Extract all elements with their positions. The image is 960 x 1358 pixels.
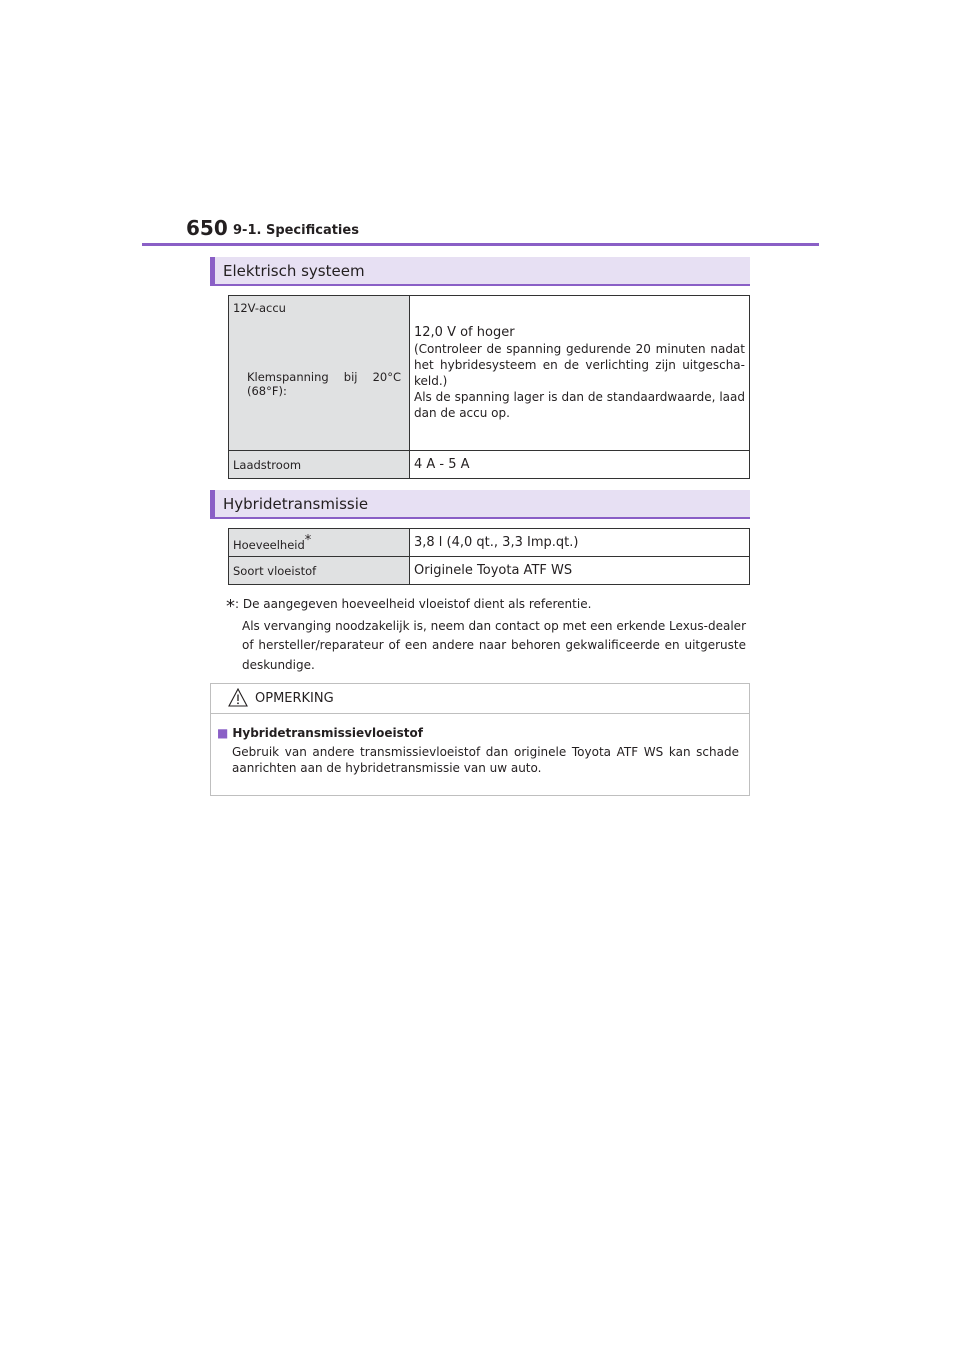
section-heading-transmission <box>210 490 750 519</box>
footnote-star: * <box>226 596 235 617</box>
spec-value-line: Als de spanning lager is dan de standaardwaarde, laad dan de accu op. <box>414 390 745 420</box>
spec-value-line: (Controleer de spanning gedurende 20 minuten nadat het hybridesysteem en de verlichting zijn uitgescha-keld.) <box>414 342 745 388</box>
spec-value-cell: 3,8 l (4,0 qt., 3,3 Imp.qt.) <box>410 529 750 557</box>
spec-value-cell <box>410 296 750 451</box>
header-rule <box>142 243 819 246</box>
table-row <box>229 557 750 585</box>
warning-triangle-icon <box>228 688 248 707</box>
section-title: Hybridetransmissie <box>223 495 369 513</box>
caution-text: Gebruik van andere transmissievloeistof dan originele Toyota ATF WS kan schade aanrichten aan de hybridetransmissie van uw auto. <box>232 745 739 775</box>
table-row <box>229 451 750 479</box>
footnote <box>226 595 746 675</box>
spec-value-cell: 4 A - 5 A <box>410 451 750 479</box>
section-title: Elektrisch systeem <box>223 262 365 280</box>
caution-header <box>211 684 749 714</box>
caution-box <box>210 683 750 796</box>
spec-key-cell: Soort vloeistof <box>229 557 410 585</box>
spec-key-cell: Laadstroom <box>229 451 410 479</box>
caution-subtitle: Hybridetransmissievloeistof <box>232 726 423 740</box>
footnote-line: : De aangegeven hoeveelheid vloeistof dient als referentie. <box>235 597 592 611</box>
section-accent <box>210 257 215 284</box>
spec-value-line: 12,0 V of hoger <box>414 325 515 340</box>
spec-key-label: Hoeveelheid <box>233 537 305 552</box>
section-heading-electrical <box>210 257 750 286</box>
spec-key-sublabel: Klemspanning bij 20°C <box>247 370 401 384</box>
spec-key-label: 12V-accu <box>233 301 286 315</box>
transmission-spec-table <box>228 528 750 585</box>
spec-value-cell: Originele Toyota ATF WS <box>410 557 750 585</box>
chapter-title: 9-1. Specificaties <box>233 223 359 238</box>
footnote-line: Als vervanging noodzakelijk is, neem dan contact op met een erkende Lexus-dealer of hersteller/reparateur of een andere naar behoren gekwalificeerde en uitgeruste deskundige. <box>242 618 746 672</box>
caution-title: OPMERKING <box>255 691 334 706</box>
section-accent <box>210 490 215 517</box>
spec-key-cell <box>229 296 410 451</box>
spec-key-cell <box>229 529 410 557</box>
table-row <box>229 529 750 557</box>
electrical-spec-table <box>228 295 750 479</box>
caution-body <box>217 726 739 776</box>
table-row <box>229 296 750 451</box>
page-number: 650 <box>186 216 228 240</box>
spec-key-sublabel: (68°F): <box>247 384 287 398</box>
bullet-square-icon: ■ <box>217 726 229 740</box>
footnote-marker: * <box>304 533 312 549</box>
